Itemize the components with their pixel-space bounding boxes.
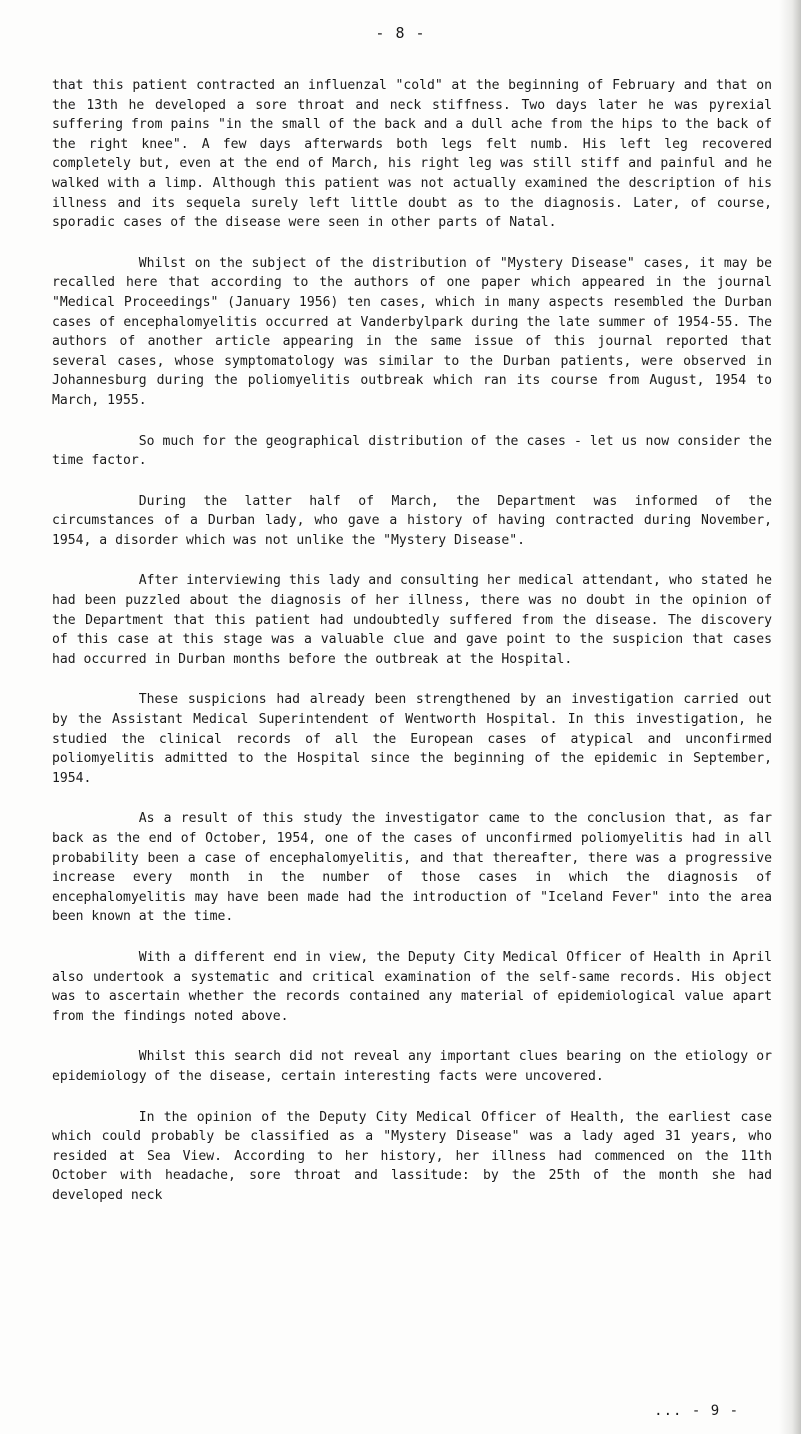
paragraph: These suspicions had already been strengthened by an investigation carried out by the Assistant Medical Superintendent of Wentworth Hospital. In this investigation, he studied the clinical records of all the European cases of atypical and unconfirmed poliomyelitis admitted to the Hospital since the beginning of the epidemic in September, 1954. (52, 692, 772, 786)
paragraph: With a different end in view, the Deputy City Medical Officer of Health in April also undertook a systematic and critical examination of the self-same records. His object was to ascertain whether the records contained any material of epidemiological value apart from the findings noted above. (52, 949, 772, 1024)
paragraph: After interviewing this lady and consulting her medical attendant, who stated he had been puzzled about the diagnosis of her illness, there was no doubt in the opinion of the Department that this patient had undoubtedly suffered from the disease. The discovery of this case at this stage was a valuable clue and gave point to the suspicion that cases had occurred in Durban months before the outbreak at the Hospital. (52, 573, 772, 667)
paragraph: that this patient contracted an influenzal "cold" at the beginning of February and that on the 13th he developed a sore throat and neck stiffness. Two days later he was pyrexial suffering from pains "in the small of the back and a dull ache from the hips to the back of the right knee". A few days afterwards both legs felt numb. His left leg recovered completely but, even at the end of March, his right leg was still stiff and painful and he walked with a limp. Although this patient was not actually examined the description of his illness and its sequela surely left little doubt as to the diagnosis. Later, of course, sporadic cases of the disease were seen in other parts of Natal. (52, 78, 772, 231)
paragraph: So much for the geographical distribution of the cases - let us now consider the time factor. (52, 433, 772, 469)
paragraph: As a result of this study the investigator came to the conclusion that, as far back as the end of October, 1954, one of the cases of unconfirmed poliomyelitis had in all probability been a case of encephalomyelitis, and that thereafter, there was a progressive increase every month in the number of those cases in which the diagnosis of encephalomyelitis may have been made had the introduction of "Iceland Fever" into the area been known at the time. (52, 811, 772, 925)
paragraph: Whilst this search did not reveal any important clues bearing on the etiology or epidemiology of the disease, certain interesting facts were uncovered. (52, 1049, 772, 1084)
page-edge-shadow (779, 0, 801, 1434)
paragraph: In the opinion of the Deputy City Medical Officer of Health, the earliest case which could probably be classified as a "Mystery Disease" was a lady aged 31 years, who resided at Sea View. According to her history, her illness had commenced on the 11th October with headache, sore throat and lassitude: by the 25th of the month she had developed neck (52, 1109, 772, 1203)
document-body (52, 76, 772, 1227)
catchword: ... - 9 - (654, 1403, 739, 1419)
page-number: - 8 - (375, 24, 426, 42)
paragraph: Whilst on the subject of the distribution of "Mystery Disease" cases, it may be recalled here that according to the authors of one paper which appeared in the journal "Medical Proceedings" (January 1956) ten cases, which in many aspects resembled the Durban cases of encephalomyelitis occurred at Vanderbylpark during the late summer of 1954-55. The authors of another article appearing in the same issue of this journal reported that several cases, whose symptomatology was similar to the Durban patients, were observed in Johannesburg during the poliomyelitis outbreak which ran its course from August, 1954 to March, 1955. (52, 255, 772, 408)
paragraph: During the latter half of March, the Department was informed of the circumstances of a Durban lady, who gave a history of having contracted during November, 1954, a disorder which was not unlike the "Mystery Disease". (52, 493, 772, 548)
